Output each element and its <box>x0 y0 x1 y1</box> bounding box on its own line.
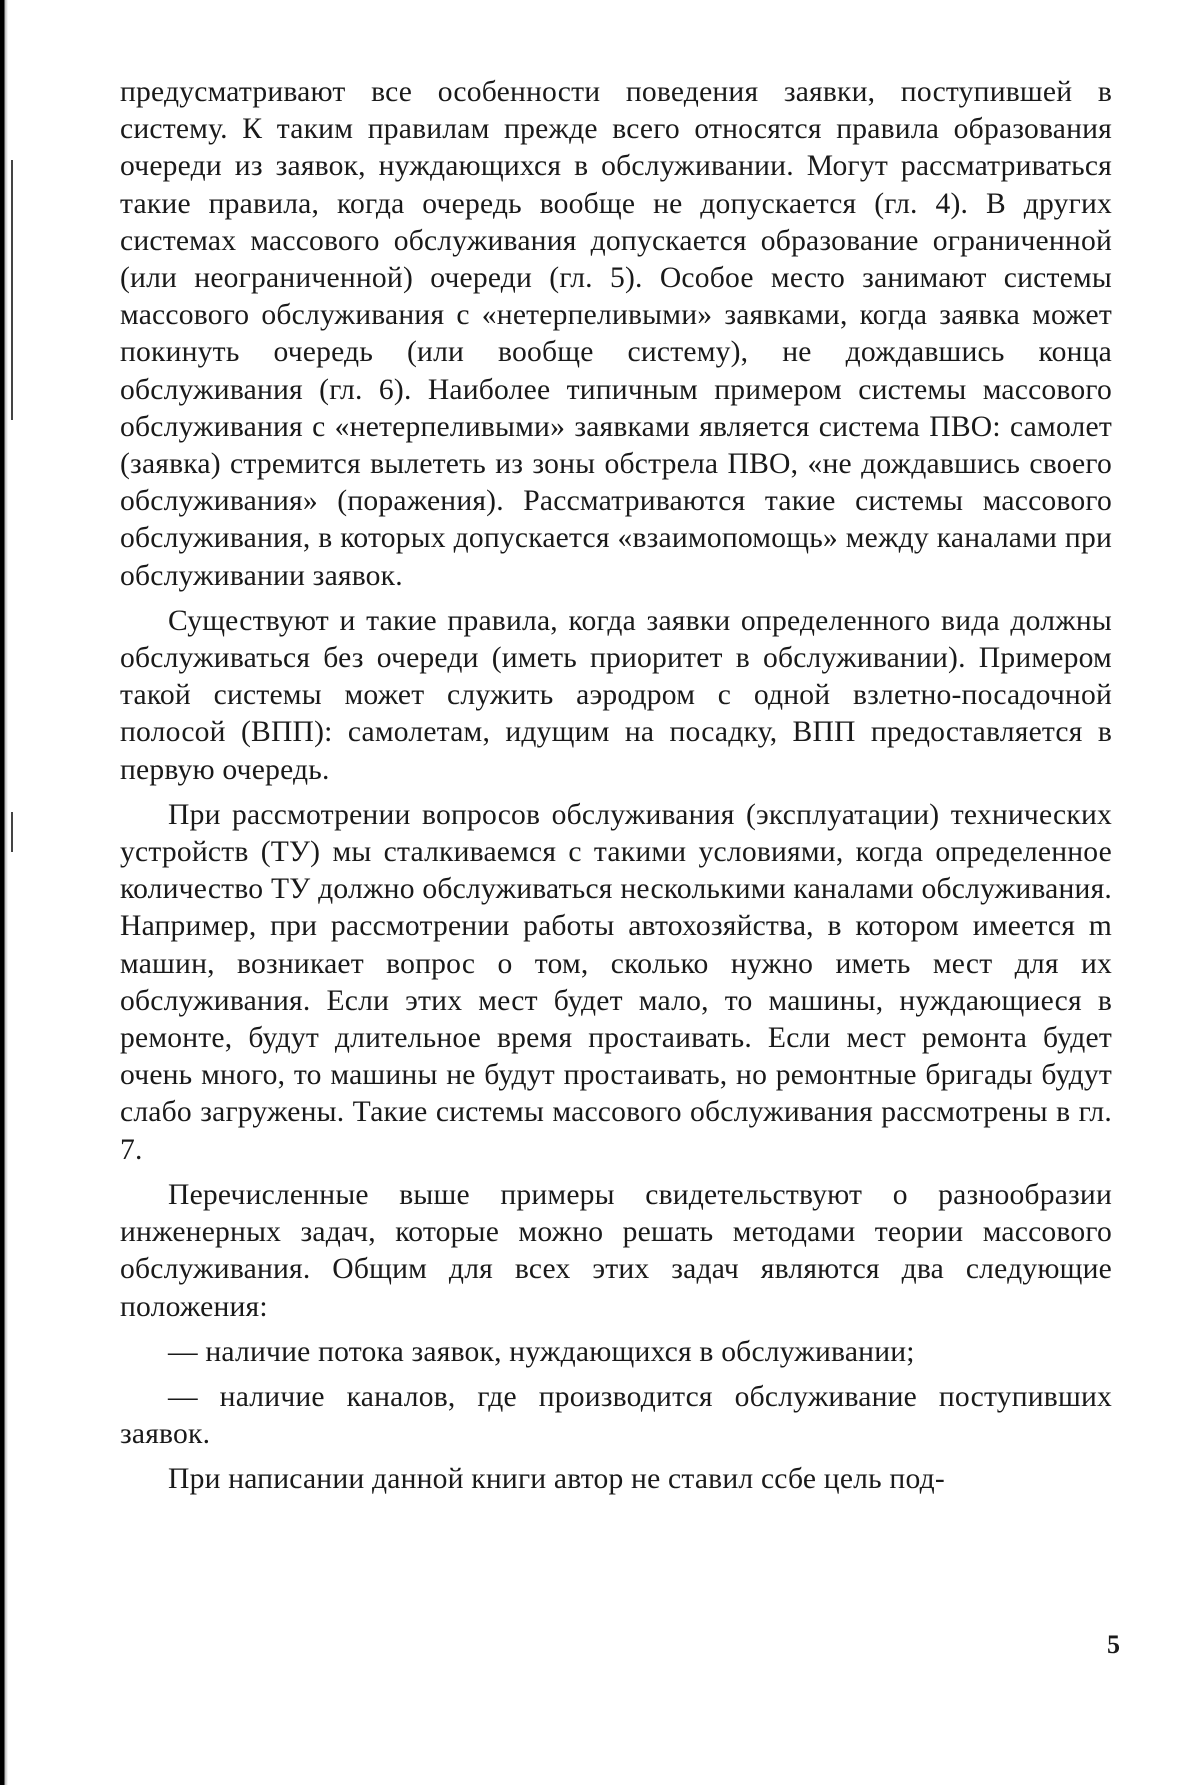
paragraph: При написании данной книги автор не ставил ссбе цель под- <box>168 1463 945 1496</box>
scan-mark <box>11 812 13 852</box>
page-binding-edge <box>0 0 8 1785</box>
scan-mark <box>11 160 13 420</box>
paragraph: Перечисленные выше примеры свидетельствуют о разнообразии инженерных задач, которые можно решать методами теории массового обслуживания. Общим для всех этих задач являются два следующие положения: <box>120 1178 1112 1323</box>
page-body <box>120 74 1112 1507</box>
paragraph: При рассмотрении вопросов обслуживания (эксплуатации) технических устройств (ТУ) мы сталкиваемся с такими условиями, когда определенное количество ТУ должно обслуживаться несколькими каналами обслуживания. Например, при рассмотрении работы автохозяйства, в котором имеется m машин, возникает вопрос о том, сколько нужно иметь мест для их обслуживания. Если этих мест будет мало, то машины, нуждающиеся в ремонте, будут длительное время простаивать. Если мест ремонта будет очень много, то машины не будут простаивать, но ремонтные бригады будут слабо загружены. Такие системы массового обслуживания рассмотрены в гл. 7. <box>120 798 1112 1166</box>
paragraph: предусматривают все особенности поведения заявки, поступившей в систему. К таким правилам прежде всего относятся правила образования очереди из заявок, нуждающихся в обслуживании. Могут рассматриваться такие правила, когда очередь вообще не допускается (гл. 4). В других системах массового обслуживания допускается образование ограниченной (или неограниченной) очереди (гл. 5). Особое место занимают системы массового обслуживания с «нетерпеливыми» заявками, когда заявка может покинуть очередь (или вообще систему), не дождавшись конца обслуживания (гл. 6). Наиболее типичным примером системы массового обслуживания с «нетерпеливыми» заявками является система ПВО: самолет (заявка) стремится вылететь из зоны обстрела ПВО, «не дождавшись своего обслуживания» (поражения). Рассматриваются такие системы массового обслуживания, в которых допускается «взаимопомощь» между каналами при обслуживании заявок. <box>120 76 1112 592</box>
page-number: 5 <box>1107 1630 1120 1659</box>
list-item: — наличие каналов, где производится обслуживание поступивших заявок. <box>120 1380 1112 1451</box>
list-item: — наличие потока заявок, нуждающихся в обслуживании; <box>168 1335 915 1368</box>
paragraph: Существуют и такие правила, когда заявки определенного вида должны обслуживаться без очереди (иметь приоритет в обслуживании). Примером такой системы может служить аэродром с одной взлетно-посадочной полосой (ВПП): самолетам, идущим на посадку, ВПП предоставляется в первую очередь. <box>120 604 1112 786</box>
